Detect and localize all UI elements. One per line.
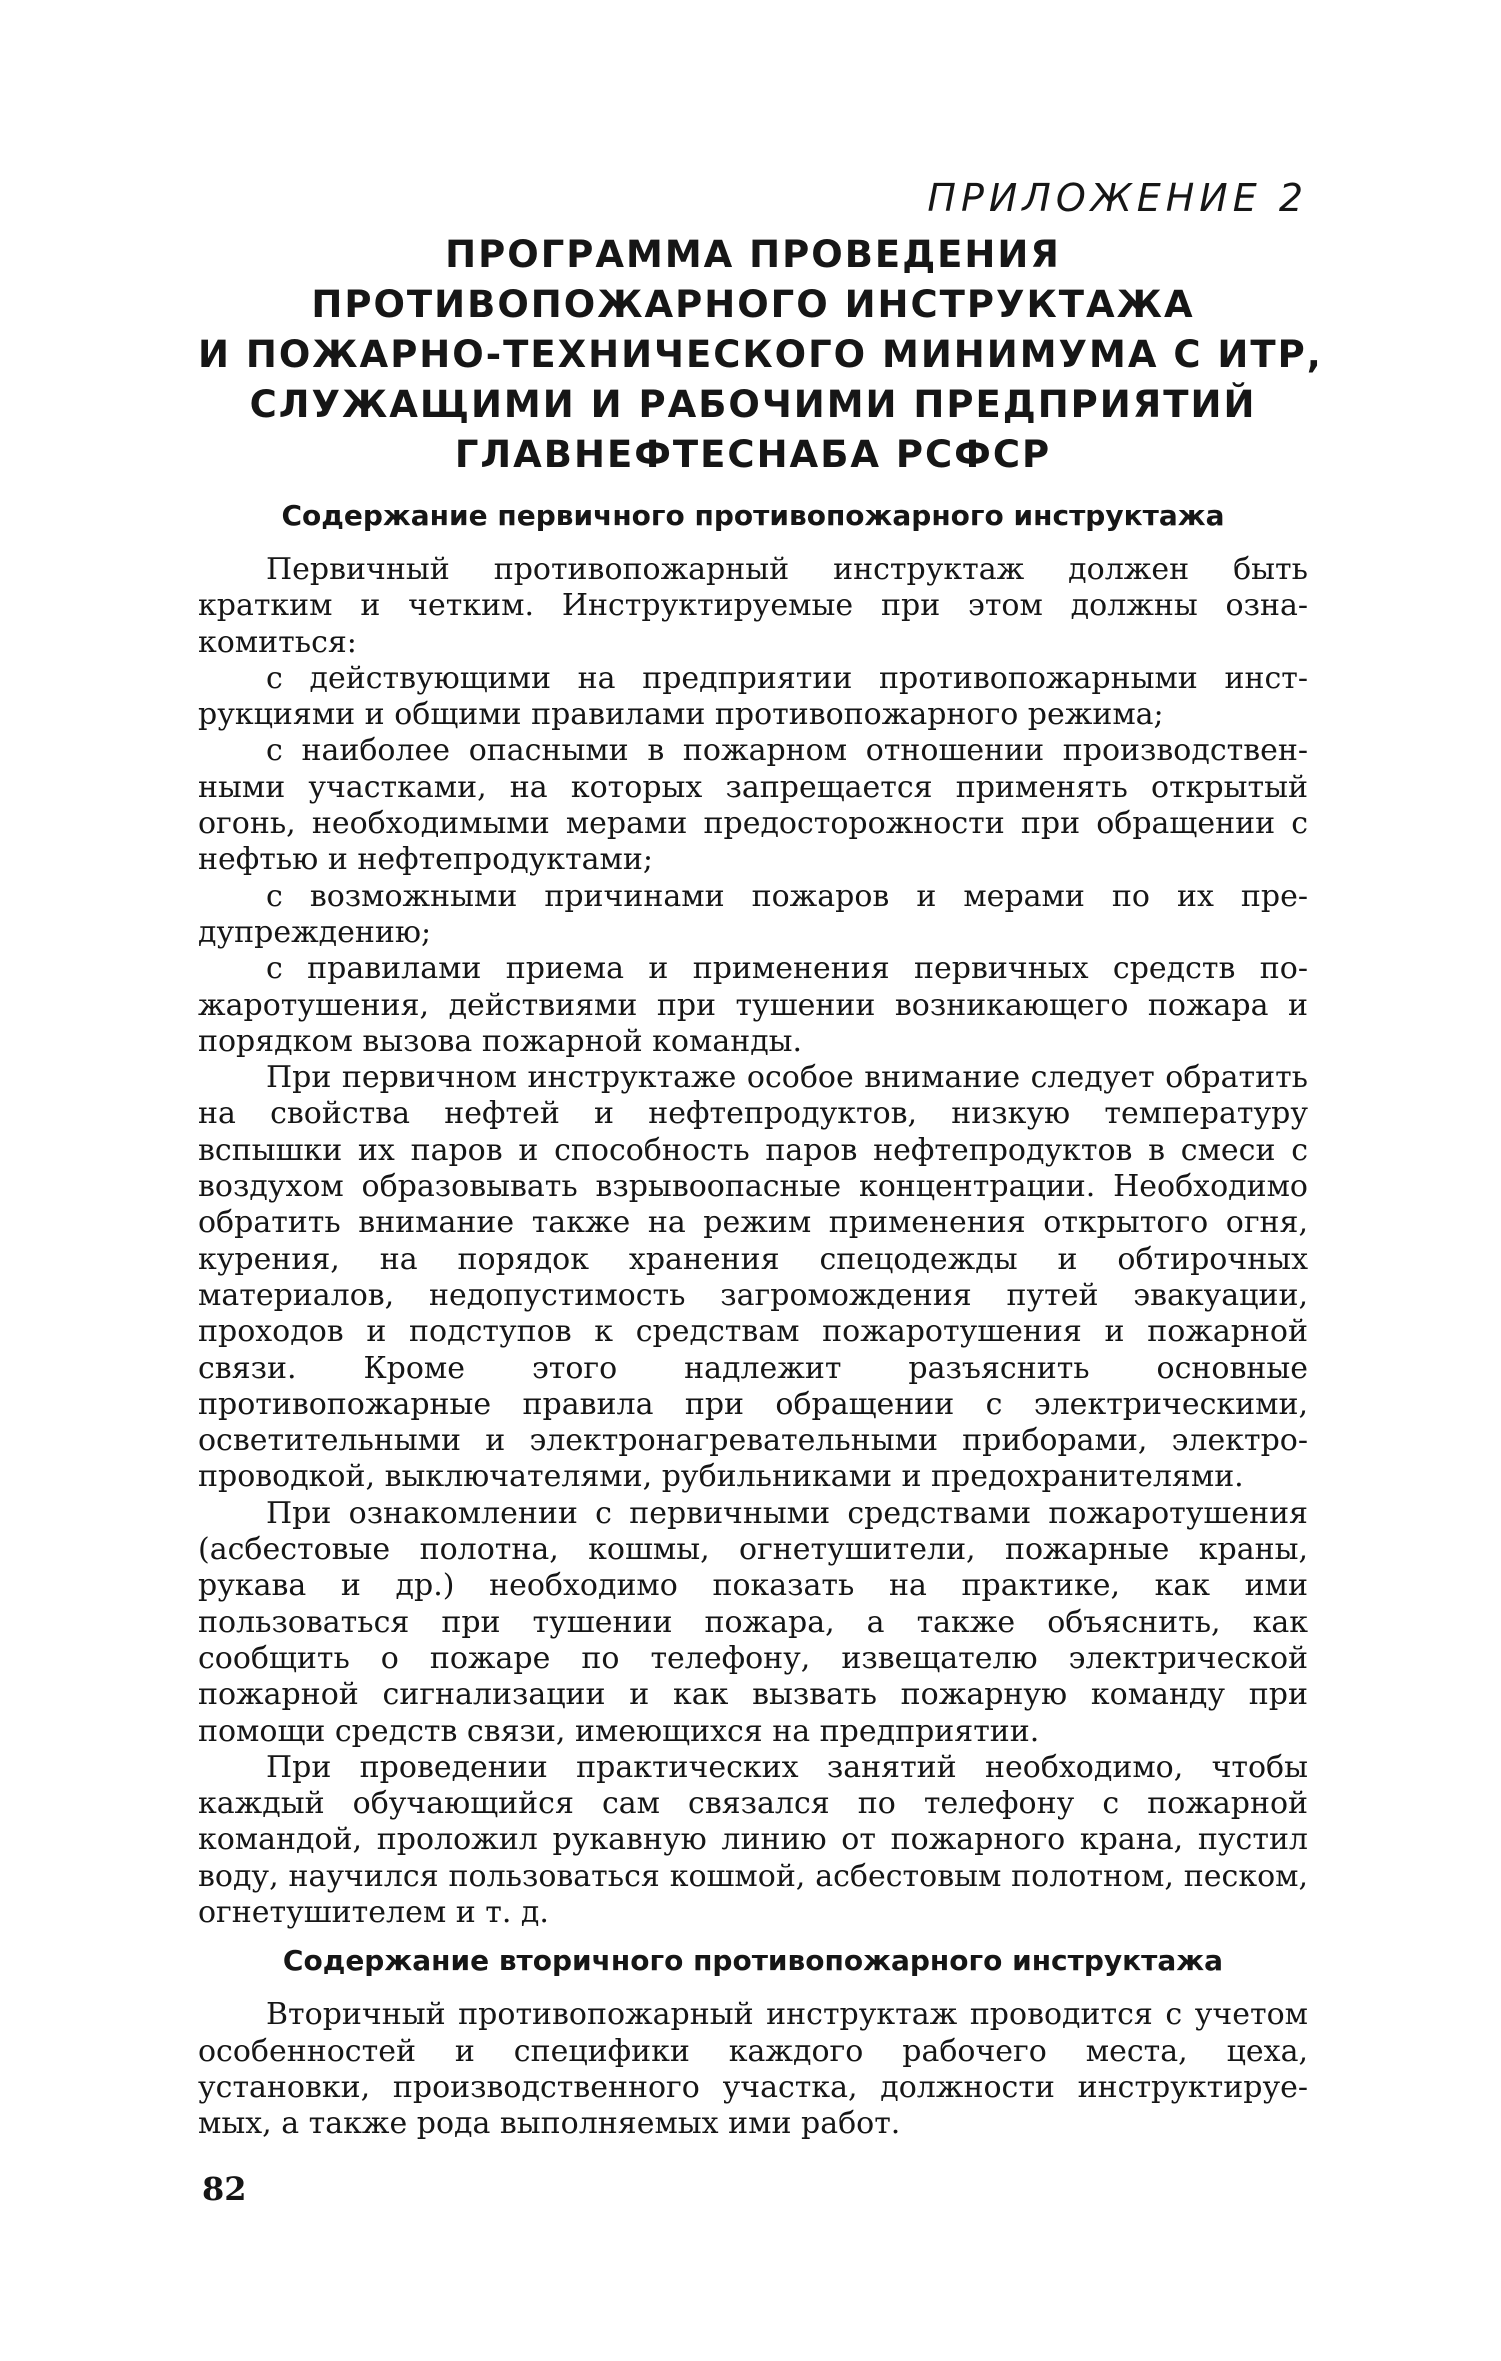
paragraph: с возможными причинами пожаров и мерами по их предупреждению; bbox=[198, 878, 1308, 950]
title-line: ПРОГРАММА ПРОВЕДЕНИЯ bbox=[445, 233, 1061, 276]
title-line: ПРОТИВОПОЖАРНОГО ИНСТРУКТАЖА bbox=[311, 283, 1195, 326]
section-heading-secondary: Содержание вторичного противопожарного инструктажа bbox=[282, 1944, 1224, 1978]
section-heading-primary: Содержание первичного противопожарного инструктажа bbox=[281, 499, 1225, 532]
title-line: СЛУЖАЩИМИ И РАБОЧИМИ ПРЕДПРИЯТИЙ bbox=[249, 383, 1257, 426]
paragraph: Первичный противопожарный инструктаж должен быть кратким и четким. Инструктируемые при этом должны ознакомиться: bbox=[198, 552, 1308, 660]
document-title bbox=[198, 230, 1323, 480]
paragraph: При ознакомлении с первичными средствами пожаротушения (асбестовые полотна, кошмы, огнетушители, пожарные краны, рукава и др.) необходимо показать на практике, как ими пользоваться при тушении пожара, а также объяснить, как сообщить о пожаре по телефону, извещателю электрической пожарной сигнализации и как вызвать пожарную команду при помощи средств связи, имеющихся на предприятии. bbox=[198, 1495, 1308, 1749]
document-page bbox=[198, 170, 1323, 2142]
paragraph: с действующими на предприятии противопожарными инструкциями и общими правилами противопожарного режима; bbox=[198, 660, 1308, 733]
paragraph: При первичном инструктаже особое внимание следует обратить на свойства нефтей и нефтепродуктов, низкую температуру вспышки их паров и способность паров нефтепродуктов в смеси с воздухом образовывать взрывоопасные концентрации. Необходимо обратить внимание также на режим применения открытого огня, курения, на порядок хранения спецодежды и обтирочных материалов, недопустимость загромождения путей эвакуации, проходов и подступов к средствам пожаротушения и пожарной связи. Кроме этого надлежит разъяснить основные противопожарные правила при обращении с электрическими, осветительными и электронагревательными приборами, электропроводкой, выключателями, рубильниками и предохранителями. bbox=[198, 1060, 1308, 1495]
paragraph: При проведении практических занятий необходимо, чтобы каждый обучающийся сам связался по телефону с пожарной командой, проложил рукавную линию от пожарного крана, пустил воду, научился пользоваться кошмой, асбестовым полотном, песком, огнетушителем и т. д. bbox=[198, 1749, 1308, 1930]
page-number: 82 bbox=[202, 2170, 247, 2208]
appendix-label: ПРИЛОЖЕНИЕ 2 bbox=[927, 176, 1308, 220]
paragraph: Вторичный противопожарный инструктаж проводится с учетом особенностей и специфики каждого рабочего места, цеха, установки, производственного участка, должности инструктируемых, а также рода выполняемых ими работ. bbox=[198, 1997, 1308, 2142]
paragraph: с правилами приема и применения первичных средств пожаротушения, действиями при тушении возникающего пожара и порядком вызова пожарной команды. bbox=[198, 951, 1308, 1059]
paragraph: с наиболее опасными в пожарном отношении производственными участками, на которых запрещается применять открытый огонь, необходимыми мерами предосторожности при обращении с нефтью и нефтепродуктами; bbox=[198, 733, 1308, 878]
title-line: И ПОЖАРНО-ТЕХНИЧЕСКОГО МИНИМУМА С ИТР, bbox=[198, 333, 1323, 376]
title-line: ГЛАВНЕФТЕСНАБА РСФСР bbox=[454, 433, 1052, 476]
